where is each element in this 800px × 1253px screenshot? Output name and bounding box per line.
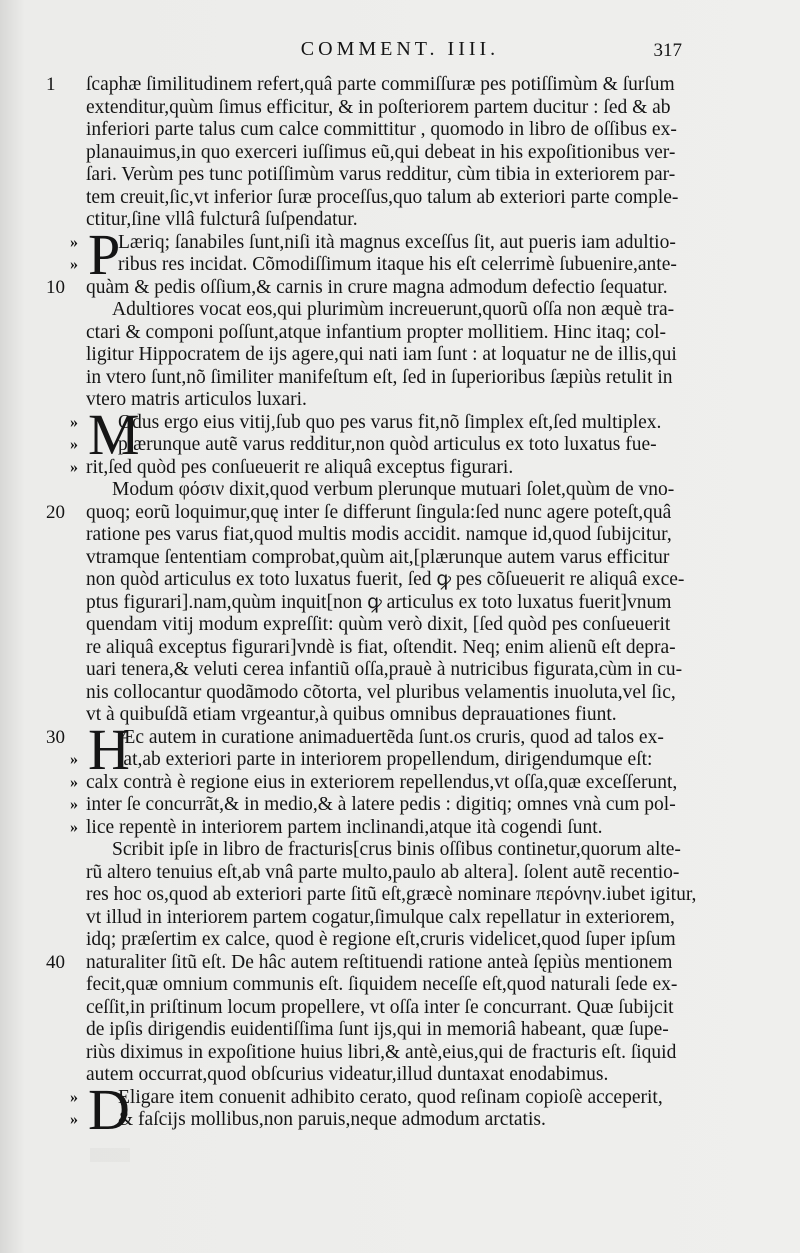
drop-capital: D [88, 1076, 130, 1142]
drop-capital: P [88, 221, 121, 287]
text-line: Adultiores vocat eos,qui plurimùm increuerunt,quorũ oſſa non æquè tra- [112, 299, 675, 320]
text-line: ptus figurari].nam,quùm inquit[non ꝙ articulus ex toto luxatus fuerit]vnum [86, 591, 672, 613]
running-header [0, 38, 800, 68]
text-line: fecit,quæ omnium communis eſt. ſiquidem neceſſe eſt,quod naturali ſede ex- [86, 974, 678, 995]
text-line: inferiori parte talus cum calce committitur , quomodo in libro de oſſibus ex- [86, 119, 677, 140]
text-line: inter ſe concurrãt,& in medio,& à latere pedis : digitiq; omnes vnà cum pol- [86, 794, 676, 815]
text-line: res hoc os,quod ab exteriori parte ſitũ eſt,græcè nominare περόνην.iubet igitur, [86, 884, 697, 905]
text-line: Eligare item conuenit adhibito cerato, quod reſinam copioſè acceperit, [118, 1086, 663, 1108]
text-line: ligitur Hippocratem de ijs agere,qui nati iam ſunt : at loquatur ne de illis,qui [86, 344, 677, 365]
drop-capital: H [88, 716, 130, 782]
text-line: ctari & componi poſſunt,atque infantium propter mollitiem. Hinc itaq; col- [86, 321, 666, 343]
text-line: Læriq; ſanabiles ſunt,niſi ità magnus exceſſus ſit, aut pueris iam adultio- [118, 231, 676, 253]
quote-marker: » [70, 233, 78, 251]
text-line: ribus res incidat. Cõmodiſſimum itaque his eſt celerrimè ſubuenire,ante- [118, 254, 677, 275]
text-line: vtramque ſententiam comprobat,quùm ait,[plærunque autem varus efficitur [86, 546, 670, 568]
text-line: riùs diximus in expoſitione huius libri,& antè,eius,qui de fracturis eſt. ſiquid [86, 1041, 677, 1063]
text-line: vt à quibuſdã etiam vrgeantur,à quibus omnibus deprauationes fiunt. [86, 704, 617, 725]
quote-marker: » [70, 818, 78, 836]
text-line: quendam vitij modum expreſſit: quùm verò dixit, [ſed quòd pes conſueuerit [86, 614, 671, 635]
line-number: 20 [46, 501, 65, 523]
quote-marker: » [70, 1088, 78, 1106]
text-line: rũ altero tenuius eſt,ab vnâ parte multo,paulo ab altera]. ſolent autẽ recentio- [86, 861, 680, 883]
text-line: tem creuit,ſic,vt inferior ſuræ proceſſus,quo talum ab exteriori parte comple- [86, 186, 679, 208]
line-number: 1 [46, 74, 56, 95]
text-line: quoq; eorũ loquimur,quę inter ſe differunt ſingula:ſed nunc agere poteſt,quâ [86, 501, 672, 523]
text-line: & faſcijs mollibus,non paruis,neque admodum arctatis. [118, 1109, 546, 1130]
text-line: plærunque autẽ varus redditur,non quòd articulus ex toto luxatus fue- [118, 434, 657, 455]
text-line: ceſſit,in priſtinum locum propellere, vt oſſa inter ſe concurrant. Quæ ſubijcit [86, 996, 674, 1018]
text-line: uari tenera,& veluti cerea infantiũ oſſa,prauè à nutricibus figurata,cùm in cu- [86, 659, 683, 680]
text-line: vtero matris articulos luxari. [86, 389, 307, 410]
quote-marker: » [70, 458, 78, 476]
text-line: tat,ab exteriori parte in interiorem propellendum, dirigendumque eſt: [118, 749, 653, 770]
text-line: autem occurrat,quod obſcurius videatur,illud duntaxat enodabimus. [86, 1064, 609, 1085]
line-number: 40 [46, 951, 65, 973]
text-line: re aliquâ exceptus figurari]vndè is fiat, oſtendit. Neq; enim alienũ eſt depra- [86, 636, 676, 658]
page-title: COMMENT. IIII. [300, 38, 500, 60]
text-line: naturaliter ſitũ eſt. De hâc autem reſtituendi ratione anteà ſępiùs mentionem [86, 951, 673, 973]
text-line: de ipſis dirigendis euidentiſſima ſunt ijs,qui in memoriâ habeant, quæ ſupe- [86, 1019, 669, 1040]
ink-smudge [90, 1148, 130, 1162]
quote-marker: » [70, 436, 78, 453]
text-line: lice repentè in interiorem partem inclinandi,atque ità cogendi ſunt. [86, 816, 603, 838]
text-line: nis collocantur quodãmodo cõtorta, vel pluribus velamentis inuoluta,vel ſic, [86, 681, 676, 703]
quote-marker: » [70, 1111, 78, 1128]
drop-capital: M [88, 401, 140, 467]
text-line: ratione pes varus fiat,quod multis modis accidit. namque id,quod ſubijcitur, [86, 524, 672, 545]
text-line: ctitur,ſine vllâ fulcturâ ſuſpendatur. [86, 209, 358, 230]
text-line: planauimus,in quo exerceri iuſſimus eũ,qui debeat in his expoſitionibus ver- [86, 141, 676, 163]
quote-marker: » [70, 256, 78, 273]
text-line: ſcaphæ ſimilitudinem refert,quâ parte commiſſuræ pes potiſſimùm & ſurſum [86, 74, 675, 95]
text-line: rit,ſed quòd pes conſueuerit re aliquâ exceptus figurari. [86, 456, 514, 478]
text-line: vt illud in interiorem partem cogatur,ſimulque calx repellatur in exteriorem, [86, 906, 675, 928]
quote-marker: » [70, 413, 78, 431]
text-line: non quòd articulus ex toto luxatus fuerit, ſed ꝙ pes cõſueuerit re aliquâ exce- [86, 569, 685, 590]
quote-marker: » [70, 773, 78, 791]
text-line: quàm & pedis oſſium,& carnis in crure magna admodum defectio ſequatur. [86, 276, 668, 298]
text-line: Æc autem in curatione animaduertẽda ſunt.os cruris, quod ad talos ex- [118, 726, 664, 748]
text-line: extenditur,quùm ſimus efficitur, & in poſteriorem partem ducitur : ſed & ab [86, 96, 671, 118]
text-line: Scribit ipſe in libro de fracturis[crus binis oſſibus continetur,quorum alte- [112, 839, 681, 860]
text-line: in vtero ſunt,nõ ſimiliter manifeſtum eſt, ſed in ſuperioribus ſæpiùs retulit in [86, 366, 673, 388]
text-line: idq; præſertim ex calce, quod è regione eſt,cruris videlicet,quod ſuper ipſum [86, 929, 676, 950]
text-line: Odus ergo eius vitij,ſub quo pes varus fit,nõ ſimplex eſt,ſed multiplex. [118, 411, 662, 433]
page-number: 317 [653, 40, 682, 61]
quote-marker: » [70, 751, 78, 768]
line-number: 30 [46, 726, 65, 748]
text-line: ſari. Verùm pes tunc potiſſimùm varus redditur, cùm tibia in exteriorem par- [86, 164, 676, 185]
text-line: calx contrà è regione eius in exteriorem repellendus,vt oſſa,quæ exceſſerunt, [86, 771, 678, 793]
line-number: 10 [46, 276, 65, 298]
quote-marker: » [70, 796, 78, 813]
text-line: Modum φόσιν dixit,quod verbum plerunque mutuari ſolet,quùm de vno- [112, 479, 675, 500]
